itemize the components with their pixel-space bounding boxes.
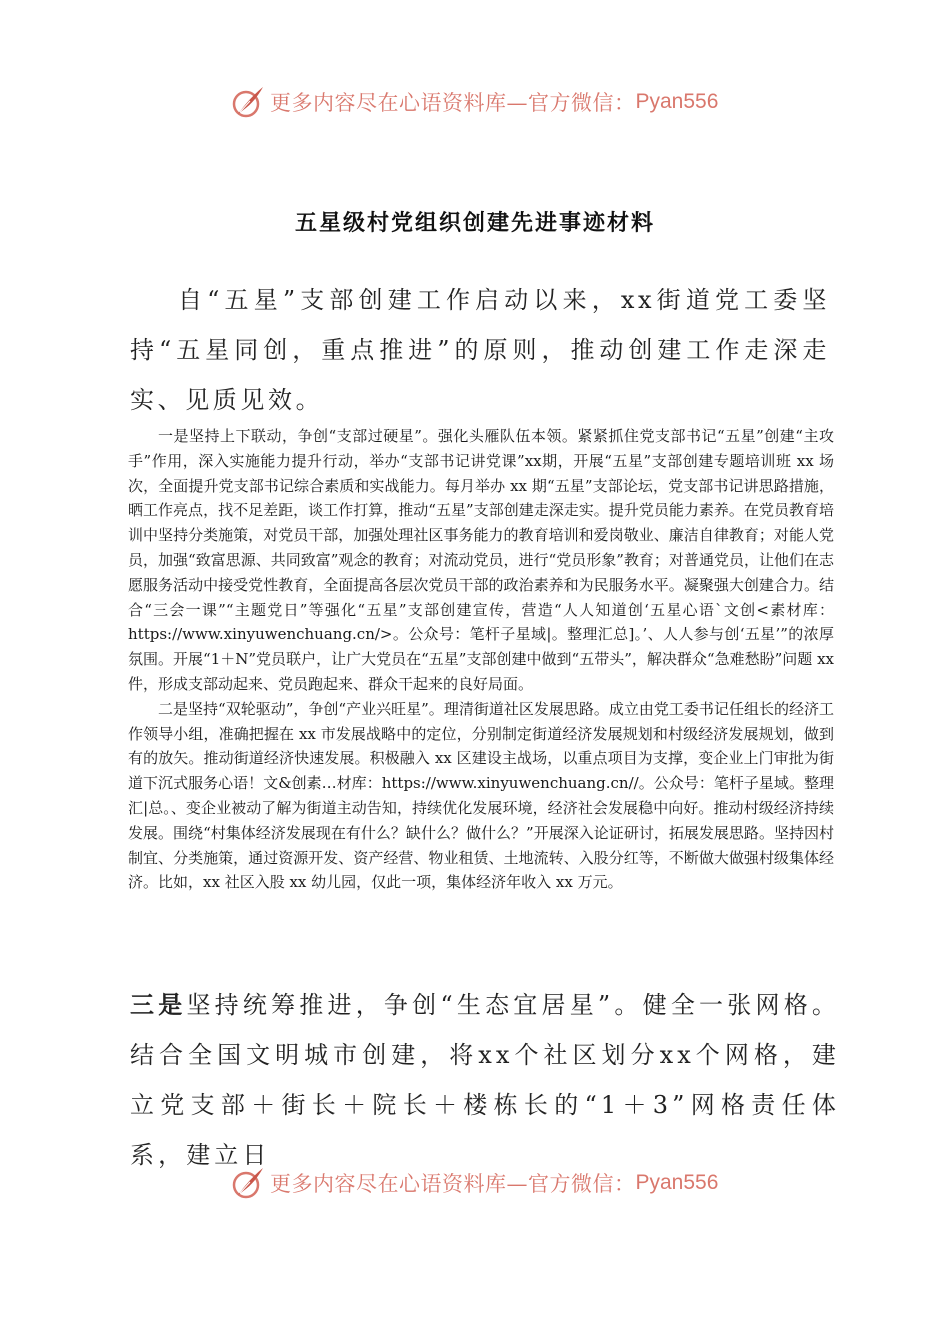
banner-text: 更多内容尽在心语资料库—官方微信： bbox=[270, 91, 636, 115]
intro-paragraph: 自“五星”支部创建工作启动以来，xx街道党工委坚持“五星同创，重点推进”的原则，推动创建工作走深走实、见质见效。 bbox=[130, 286, 830, 414]
quill-logo-icon bbox=[230, 84, 266, 120]
banner-wechat-id: Pyan556 bbox=[635, 1171, 719, 1194]
section-3-lead: 三是 bbox=[130, 991, 187, 1019]
section-1-paragraph: 一是坚持上下联动，争创“支部过硬星”。强化头雁队伍本领。紧紧抓住党支部书记“五星”创建“主攻手”作用，深入实施能力提升行动，举办“支部书记讲党课”xx期，开展“五星”支部创建专题培训班 xx 场次，全面提升党支部书记综合素质和实战能力。每月举办 xx 期“五星”支部论坛，党支部书记讲思路措施，晒工作亮点，找不足差距，谈工作打算，推动“五星”支部创建走深走实。提升党员能力素养。在党员教育培训中坚持分类施策，对党员干部，加强处理社区事务能力的教育培训和爱岗敬业、廉洁自律教育；对能人党员，加强“致富思源、共同致富”观念的教育；对流动党员，进行“党员形象”教育；对普通党员，让他们在志愿服务活动中接受党性教育，全面提高各层次党员干部的政治素养和为民服务水平。凝聚强大创建合力。结合“三会一课”“主题党日”等强化“五星”支部创建宣传，营造“人人知道创‘五星心语`文创<素材库：https://www.xinyuwenchuang.cn/>。公众号：笔杆子星域|。整理汇总]。’、人人参与创‘五星’”的浓厚氛围。开展“1＋N”党员联户，让广大党员在“五星”支部创建中做到“五带头”，解决群众“急难愁盼”问题 xx 件，形成支部动起来、党员跑起来、群众干起来的良好局面。 bbox=[128, 427, 834, 693]
section-3-text: 坚持统筹推进，争创“生态宜居星”。健全一张网格。结合全国文明城市创建，将xx个社区划分xx个网格，建立党支部＋街长＋院长＋楼栋长的“1＋3”网格责任体系，建立日 bbox=[130, 991, 841, 1169]
watermark-banner-top bbox=[230, 82, 718, 122]
document-title: 五星级村党组织创建先进事迹材料 bbox=[294, 211, 655, 236]
section-3-paragraph bbox=[130, 980, 840, 1180]
section-2-paragraph: 二是坚持“双轮驱动”，争创“产业兴旺星”。理清街道社区发展思路。成立由党工委书记任组长的经济工作领导小组，准确把握在 xx 市发展战略中的定位，分别制定街道经济发展规划和村级经济发展规划，做到有的放矢。推动街道经济快速发展。积极融入 xx 区建设主战场，以重点项目为支撑，变企业上门审批为街道下沉式服务心语！文&创素…材库：https://www.xinyuwenchuang.cn//。公众号：笔杆子星域。整理汇|总。、变企业被动了解为街道主动告知，持续优化发展环境，经济社会发展稳中向好。推动村级经济持续发展。围绕“村集体经济发展现在有什么？缺什么？做什么？”开展深入论证研讨，拓展发展思路。坚持因村制宜、分类施策，通过资源开发、资产经营、物业租赁、土地流转、入股分红等，不断做大做强村级集体经济。比如，xx 社区入股 xx 幼儿园，仅此一项，集体经济年收入 xx 万元。 bbox=[128, 699, 834, 892]
banner-wechat-id: Pyan556 bbox=[635, 90, 719, 113]
watermark-banner-bottom bbox=[230, 1163, 718, 1203]
body-block bbox=[128, 424, 834, 895]
quill-logo-icon bbox=[230, 1165, 266, 1201]
banner-text: 更多内容尽在心语资料库—官方微信： bbox=[270, 1172, 636, 1196]
